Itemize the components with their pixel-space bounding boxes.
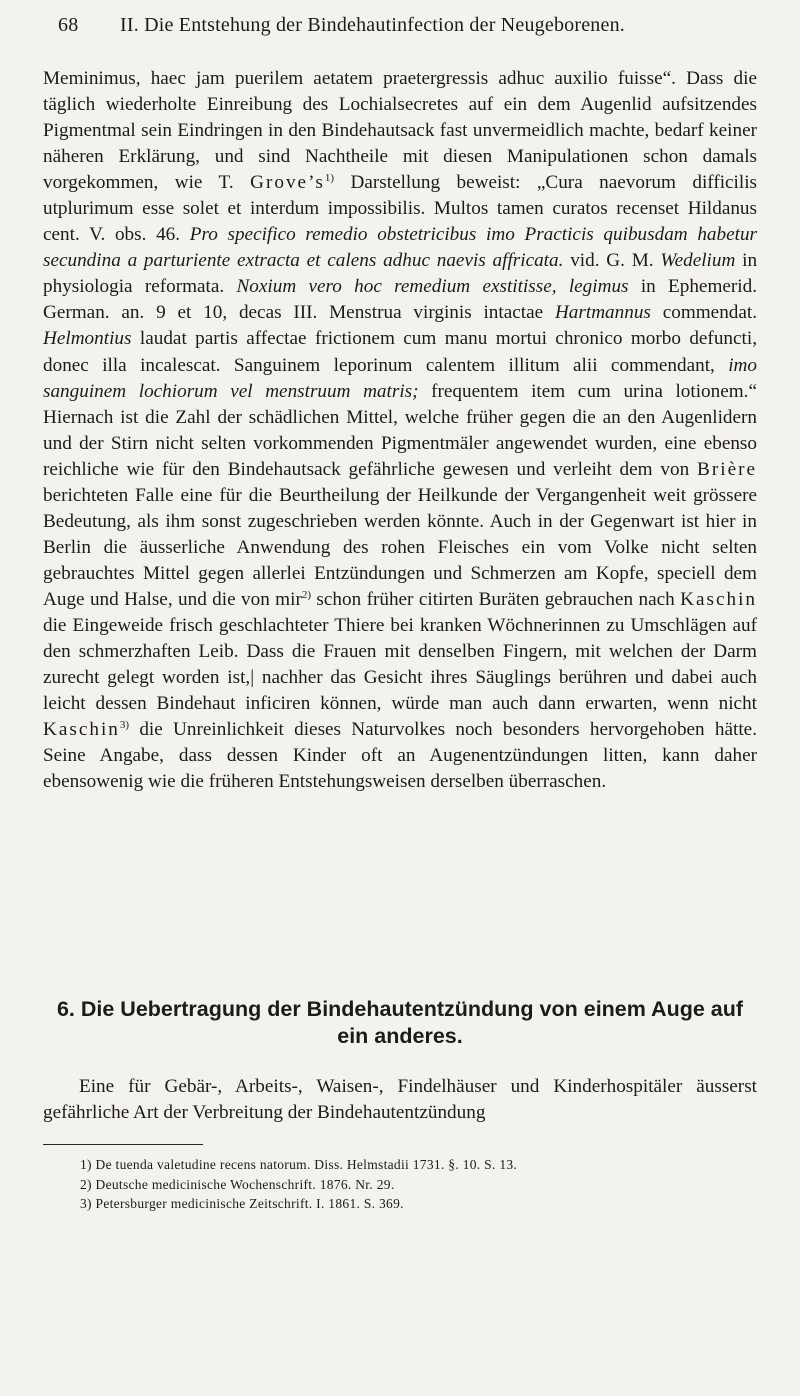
- paragraph-1: [43, 66, 757, 795]
- section-paragraph: Eine für Gebär-, Arbeits-, Waisen-, Findelhäuser und Kinderhospitäler äusserst gefährliche Art der Verbreitung der Bindehautentzündung: [43, 1076, 757, 1124]
- text-run: berichteten Falle eine für die Beurtheilung der Heilkunde der Vergangenheit weit grössere Bedeutung, als ihm sonst zugeschrieben werden könnte.: [43, 484, 757, 532]
- page-number: 68: [58, 14, 79, 36]
- italic-run: Pro specifico remedio obstetricibus imo Practicis quibusdam habetur secundina a parturiente extracta et calens adhuc naevis affricata.: [43, 224, 758, 272]
- author-name: Kaschin: [680, 588, 758, 610]
- text-run: die Eingeweide frisch geschlachteter Thiere bei kranken Wöchnerinnen zu Umschlägen auf den schmerzhaften Leib. Dass die Frauen mit denselben Fingern, mit welchen der Darm zurecht gelegt worden ist,| nachher das Gesicht ihres Säuglings berühren und dabei auch leicht dessen Bindehaut inficiren können, würde man auch dann erwarten, wenn nicht: [43, 614, 757, 715]
- footnote-2: 2) Deutsche medicinische Wochenschrift. 1876. Nr. 29.: [80, 1176, 395, 1192]
- footnote-ref-3: 3): [119, 719, 130, 732]
- section-heading: 6. Die Uebertragung der Bindehautentzündung von einem Auge auf ein anderes.: [56, 997, 744, 1048]
- italic-run: imo sanguinem lochiorum vel menstruum matris;: [43, 354, 757, 402]
- italic-run: Noxium vero hoc remedium exstitisse, legimus: [236, 276, 629, 298]
- text-run: in physiologia reformata.: [43, 250, 758, 298]
- italic-run: Hartmannus: [554, 302, 651, 324]
- chapter-title: II. Die Entstehung der Bindehautinfection der Neugeborenen.: [120, 14, 625, 36]
- running-head: [40, 14, 760, 42]
- footnote-divider: [43, 1144, 203, 1145]
- text-run: commendat.: [662, 302, 758, 324]
- footnote-3: 3) Petersburger medicinische Zeitschrift. I. 1861. S. 369.: [80, 1196, 404, 1211]
- text-run: schon früher citirten Buräten gebrauchen nach: [316, 588, 675, 610]
- footnotes: [80, 1155, 750, 1214]
- footnote-1: 1) De tuenda valetudine recens natorum. Diss. Helmstadii 1731. §. 10. S. 13.: [80, 1157, 518, 1172]
- text-run: in Ephemerid. German. an. 9 et 10, decas III. Menstrua virginis intactae: [43, 276, 758, 324]
- italic-run: Wedelium: [660, 250, 736, 272]
- text-run: Darstellung beweist: „Cura naevorum difficilis utplurimum esse solet et interdum impossibilis. Multos tamen curatos recenset Hildanus cent. V. obs. 46.: [43, 172, 758, 246]
- text-run: Auch in der Gegenwart ist hier in Berlin die äusserliche Anwendung des rohen Fleisches ein vom Volke nicht selten gebrauchtes Mittel gegen allerlei Entzündungen und Schmerzen am Kopfe, speciell dem Auge und Halse, und die von mir: [43, 510, 757, 610]
- author-name: Kaschin: [43, 719, 120, 741]
- footnote-ref-1: 1): [324, 172, 335, 185]
- text-run: laudat partis affectae frictionem cum manu mortui chronico morbo defuncti, donec illa incalescat. Sanguinem leporinum calentem illitum alii commendant,: [43, 328, 757, 376]
- footnote-ref-2: 2): [301, 588, 312, 601]
- author-name: Brière: [697, 458, 757, 480]
- text-run: vid. G. M.: [570, 250, 654, 272]
- italic-run: Helmontius: [43, 328, 132, 350]
- author-name: Grove’s: [250, 172, 325, 194]
- text-run: frequentem item cum urina lotionem.“ Hiernach ist die Zahl der schädlichen Mittel, welche früher gegen die an den Augenlidern und der Stirn nicht selten vorkommenden Pigmentmäler angewendet wurden, eine ebenso reichliche wie für den Bindehautsack gefährliche gewesen und verleiht dem von: [43, 380, 757, 480]
- text-run: die Unreinlichkeit dieses Naturvolkes noch besonders hervorgehoben hätte. Seine Angabe, dass dessen Kinder oft an Augenentzündungen litten, kann daher ebensowenig wie die früheren Entstehungsweisen derselben überraschen.: [43, 719, 757, 793]
- body-text: [43, 66, 757, 795]
- text-run: Meminimus, haec jam puerilem aetatem praetergressis adhuc auxilio fuisse“. Dass die täglich wiederholte Einreibung des Lochialsecretes auf ein dem Augenlid aufsitzendes Pigmentmal sein Eindringen in den Bindehautsack fast unvermeidlich machte, bedarf keiner näheren Erklärung, und sind Nachtheile mit diesen Manipulationen schon damals vorgekommen, wie T.: [43, 68, 757, 194]
